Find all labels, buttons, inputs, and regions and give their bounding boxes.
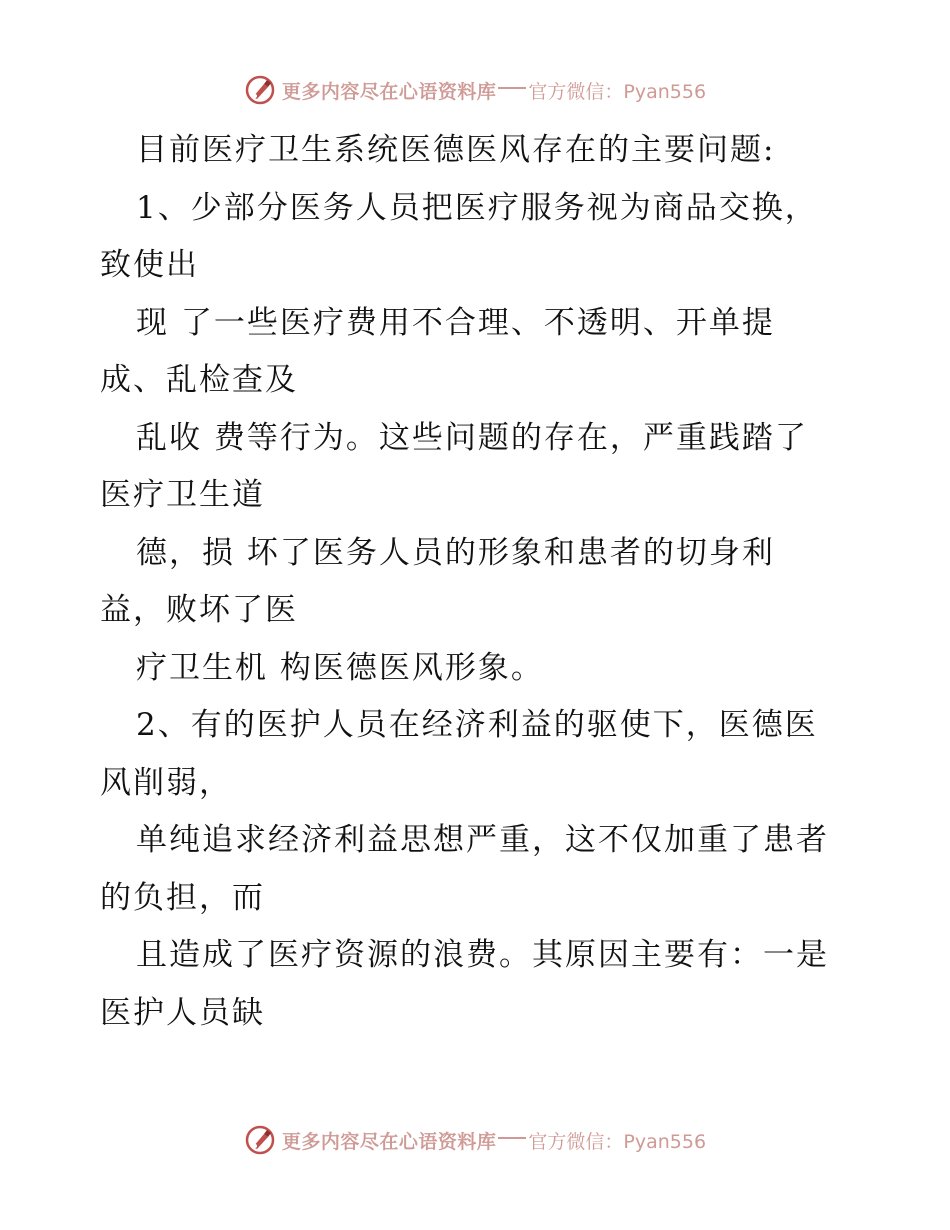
paragraph-line: 疗卫生机 构医德医风形象。 — [136, 650, 544, 686]
watermark-separator — [498, 87, 526, 89]
watermark-separator — [498, 1137, 526, 1139]
paragraph-line: 致使出 — [100, 247, 199, 283]
paragraph-line: 2、有的医护人员在经济利益的驱使下，医德医 — [136, 707, 818, 743]
paragraph-line: 乱收 费等行为。这些问题的存在，严重践踏了 — [136, 420, 808, 456]
paragraph-line: 且造成了医疗资源的浪费。其原因主要有：一是 — [136, 937, 829, 973]
watermark-main-text: 更多内容尽在心语资料库 — [281, 80, 497, 103]
pen-logo-icon — [244, 74, 276, 106]
watermark-wechat-text: 官方微信：Pyan556 — [528, 80, 707, 103]
watermark-wechat-text: 官方微信：Pyan556 — [528, 1130, 707, 1153]
pen-logo-icon — [244, 1124, 276, 1156]
paragraph-line: 医疗卫生道 — [100, 477, 265, 513]
paragraph-line: 医护人员缺 — [100, 995, 265, 1031]
paragraph-line: 单纯追求经济利益思想严重，这不仅加重了患者 — [136, 822, 829, 858]
footer-watermark — [0, 1120, 950, 1160]
paragraph-line: 的负担，而 — [100, 880, 265, 916]
paragraph-line: 风削弱， — [100, 765, 232, 801]
paragraph-line: 目前医疗卫生系统医德医风存在的主要问题: — [136, 132, 776, 168]
paragraph-line: 现 了一些医疗费用不合理、不透明、开单提 — [136, 305, 775, 341]
header-watermark — [0, 70, 950, 110]
paragraph-line: 益，败坏了医 — [100, 592, 298, 628]
watermark-main-text: 更多内容尽在心语资料库 — [281, 1130, 497, 1153]
paragraph-line: 德，损 坏了医务人员的形象和患者的切身利 — [136, 535, 775, 571]
paragraph-line: 成、乱检查及 — [100, 362, 298, 398]
paragraph-line: 1、少部分医务人员把医疗服务视为商品交换， — [136, 190, 818, 226]
